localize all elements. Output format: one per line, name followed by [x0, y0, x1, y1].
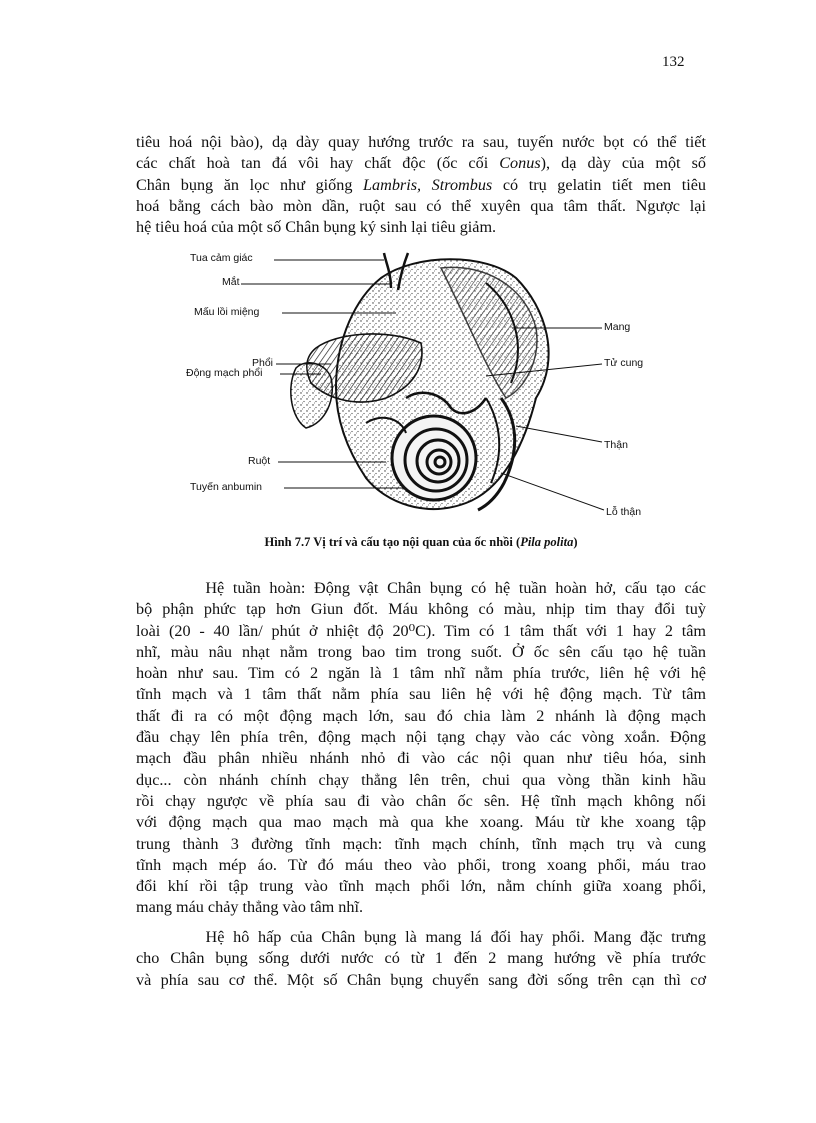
- label-kidney-opening: Lỗ thận: [606, 506, 642, 518]
- text-line: Hệ hô hấp của Chân bụng là mang lá đối hay phổi. Mang đặc trưng: [136, 928, 706, 946]
- text-line: tiêu hoá nội bào), dạ dày quay hướng trước ra sau, tuyến nước bọt có thể tiết: [136, 133, 706, 151]
- label-mouth-process: Mấu lồi miệng: [194, 306, 260, 318]
- italic-term: Lambris, Strombus: [363, 175, 493, 194]
- label-lung: Phổi: [252, 357, 274, 369]
- text-line: Chân bụng ăn lọc như giống Lambris, Strombus có trụ gelatin tiết men tiêu: [136, 175, 706, 194]
- label-eye: Mắt: [222, 276, 240, 288]
- text-line: mạch đầu phân nhiều nhánh nhỏ đi vào các nội quan như tiêu hóa, sinh: [136, 749, 706, 768]
- text-line: tĩnh mạch mép áo. Từ đó máu theo vào phổi, trong xoang phổi, máu trao: [136, 855, 706, 874]
- caption-species: Pila polita: [520, 535, 574, 549]
- label-pulmonary-artery: Động mạch phổi: [186, 367, 263, 379]
- label-albumin-gland: Tuyến anbumin: [190, 481, 262, 493]
- label-kidney: Thận: [604, 439, 628, 451]
- text-line: hoàn như sau. Tim có 2 ngăn là 1 tâm nhĩ nằm phía trước, liên hệ với hệ: [136, 664, 706, 683]
- label-uterus: Tử cung: [604, 357, 644, 369]
- text-line: trung thành 3 đường tĩnh mạch: tĩnh mạch chính, tĩnh mạch trụ và cung: [136, 834, 706, 853]
- text-line: loài (20 - 40 lần/ phút ở nhiệt độ 20⁰C). Tim có 1 tâm thất với 1 hay 2 tâm: [136, 621, 706, 640]
- label-intestine: Ruột: [248, 455, 271, 467]
- text-line: mang máu chảy thẳng vào tâm nhĩ.: [136, 898, 364, 917]
- text-line: hệ tiêu hoá của một số Chân bụng ký sinh lại tiêu giảm.: [136, 218, 497, 237]
- paragraph-respiratory-system: [136, 927, 706, 991]
- text-line: Hệ tuần hoàn: Động vật Chân bụng có hệ tuần hoàn hở, cấu tạo các: [136, 579, 706, 597]
- italic-term: Conus: [499, 154, 541, 173]
- text-line: đổi khí rồi tập trung vào tĩnh mạch phổi lớn, nằm chính giữa xoang phổi,: [136, 877, 706, 896]
- label-tentacle: Tua cảm giác: [190, 252, 253, 264]
- text-line: đầu chạy lên phía trên, động mạch nội tạng chạy vào các vòng xoắn. Động: [136, 728, 706, 747]
- text-line: thất đi ra có một động mạch lớn, sau đó chia làm 2 nhánh là động mạch: [136, 706, 706, 725]
- text-line: dục... còn nhánh chính chạy thẳng lên trên, chui qua vòng thần kinh hầu: [136, 770, 706, 789]
- text-line: các chất hoà tan đá vôi hay chất độc (ốc cối Conus), dạ dày của một số: [136, 154, 706, 173]
- caption-prefix: Hình 7.7 Vị trí và cấu tạo nội quan của ốc nhồi (: [264, 535, 521, 549]
- text-line: nhĩ, màu nâu nhạt nằm trong bao tim trong suốt. Ở ốc sên cấu tạo hệ tuần: [136, 642, 706, 661]
- caption-suffix: ): [573, 535, 578, 549]
- text-line: với động mạch qua mao mạch mà qua khe xoang. Máu từ khe xoang tập: [136, 813, 706, 832]
- text-line: tĩnh mạch và 1 tâm thất nằm phía sau liên hệ với hệ động mạch. Từ tâm: [136, 685, 706, 704]
- text-line: và phía sau cơ thể. Một số Chân bụng chuyển sang đời sống trên cạn thì cơ: [136, 970, 706, 989]
- label-gill: Mang: [604, 321, 631, 333]
- text-line: rồi chạy ngược về phía sau đi vào chân ốc sên. Hệ tĩnh mạch không nối: [136, 791, 706, 810]
- figure-caption: [136, 535, 706, 550]
- text-line: bộ phận phức tạp hơn Giun đốt. Máu không có màu, nhịp tim thay đổi tuỳ: [136, 600, 706, 619]
- page-number: 132: [662, 54, 685, 70]
- snail-anatomy-figure: [186, 248, 656, 528]
- paragraph-circulatory-system: [136, 578, 706, 919]
- text-line: cho Chân bụng sống dưới nước có từ 1 đến 2 mang hướng về phía trước: [136, 949, 706, 968]
- text-line: hoá bằng cách bào mòn dần, ruột sau có thể xuyên qua tâm thất. Ngược lại: [136, 196, 706, 215]
- paragraph-digestion: [136, 132, 706, 238]
